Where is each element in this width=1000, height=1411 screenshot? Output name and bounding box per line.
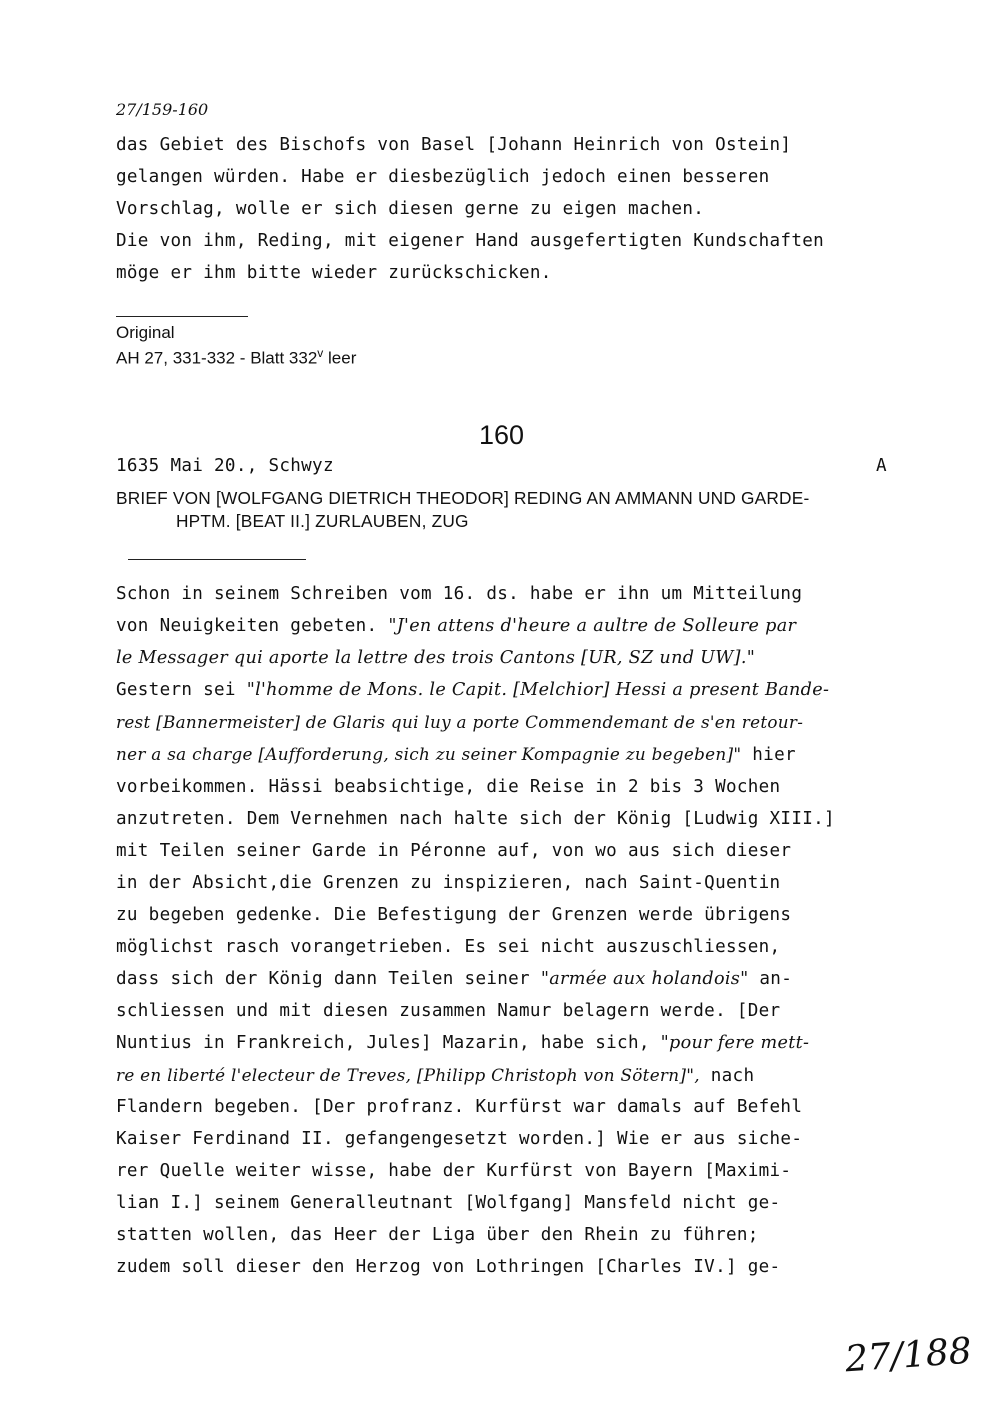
prev-letter-line: Vorschlag, wolle er sich diesen gerne zu eigen machen. <box>116 199 705 219</box>
body-text: nach <box>699 1066 755 1086</box>
entry-number: 160 <box>479 420 525 450</box>
body-line: lian I.] seinem Generalleutnant [Wolfgang] Mansfeld nicht ge- <box>116 1193 781 1213</box>
quote-text: "pour fere mett- <box>660 1033 810 1053</box>
entry-category: A <box>876 456 887 476</box>
body-line: zu begeben gedenke. Die Befestigung der Grenzen werde übrigens <box>116 905 792 925</box>
quote-text: ner a sa charge [Aufforderung, sich zu seiner Kompagnie zu begeben]" <box>116 744 742 764</box>
source-ref-verso: v <box>317 346 324 360</box>
prev-letter-line: möge er ihm bitte wieder zurückschicken. <box>116 263 552 283</box>
quote-line: le Messager qui aporte la lettre des trois Cantons [UR, SZ und UW]." <box>116 648 756 668</box>
quote-text: "J'en attens d'heure a aultre de Solleure par <box>388 616 797 636</box>
prev-letter-line: das Gebiet des Bischofs von Basel [Johann Heinrich von Ostein] <box>116 135 792 155</box>
source-ref-text: AH 27, 331-332 - Blatt 332 <box>116 348 318 368</box>
entry-title-line: BRIEF VON [WOLFGANG DIETRICH THEODOR] REDING AN AMMANN UND GARDE- <box>116 488 810 508</box>
body-text: dass sich der König dann Teilen seiner <box>116 969 541 989</box>
body-text: hier <box>741 745 796 765</box>
source-label: Original <box>116 323 175 342</box>
body-line: Flandern begeben. [Der profranz. Kurfürst war damals auf Befehl <box>116 1097 803 1117</box>
body-line: rer Quelle weiter wisse, habe der Kurfürst von Bayern [Maximi- <box>116 1161 792 1181</box>
source-ref-suffix: leer <box>323 348 357 368</box>
entry-title-line: HPTM. [BEAT II.] ZURLAUBEN, ZUG <box>176 511 469 531</box>
prev-letter-line: Die von ihm, Reding, mit eigener Hand ausgefertigten Kundschaften <box>116 231 825 251</box>
prev-letter-line: gelangen würden. Habe er diesbezüglich jedoch einen besseren <box>116 167 770 187</box>
quote-text: "armée aux holandois" <box>540 969 749 989</box>
body-line: statten wollen, das Heer der Liga über den Rhein zu führen; <box>116 1225 759 1245</box>
body-line: in der Absicht,die Grenzen zu inspizieren, nach Saint-Quentin <box>116 873 781 893</box>
body-line: schliessen und mit diesen zusammen Namur belagern werde. [Der <box>116 1001 781 1021</box>
body-line: Schon in seinem Schreiben vom 16. ds. habe er ihn um Mitteilung <box>116 584 803 604</box>
page-reference: 27/159-160 <box>116 100 209 119</box>
quote-text: "l'homme de Mons. le Capit. [Melchior] Hessi a present Bande- <box>246 680 830 700</box>
body-line <box>116 1031 809 1055</box>
body-line: Kaiser Ferdinand II. gefangengesetzt worden.] Wie er aus sichе- <box>116 1129 803 1149</box>
body-line <box>116 614 796 638</box>
divider-rule <box>116 316 248 317</box>
body-line: zudem soll dieser den Herzog von Lothringen [Charles IV.] ge- <box>116 1257 781 1277</box>
body-text: Gestern sei <box>116 680 247 700</box>
body-text: Nuntius in Frankreich, Jules] Mazarin, habe sich, <box>116 1033 661 1053</box>
body-line: anzutreten. Dem Vernehmen nach halte sich der König [Ludwig XIII.] <box>116 809 835 829</box>
handwritten-folio-number: 27/188 <box>843 1330 973 1381</box>
body-line <box>116 1063 754 1088</box>
source-reference <box>116 346 356 369</box>
body-line: mit Teilen seiner Garde in Péronne auf, von wo aus sich dieser <box>116 841 792 861</box>
body-text: an- <box>748 969 793 989</box>
quote-line: rest [Bannermeister] de Glaris qui luy a porte Commendemant de s'en retour- <box>116 712 804 732</box>
body-line: vorbeikommen. Hässi beabsichtige, die Reise in 2 bis 3 Wochen <box>116 777 781 797</box>
body-line <box>116 678 829 702</box>
body-text: von Neuigkeiten gebeten. <box>116 616 389 636</box>
quote-text: re en liberté l'electeur de Treves, [Philipp Christoph von Sötern]", <box>116 1065 700 1085</box>
body-line: möglichst rasch vorangetrieben. Es sei nicht auszuschliessen, <box>116 937 781 957</box>
body-line <box>116 967 792 991</box>
divider-rule <box>128 559 306 560</box>
body-line <box>116 742 796 767</box>
entry-date-place: 1635 Mai 20., Schwyz <box>116 456 334 476</box>
